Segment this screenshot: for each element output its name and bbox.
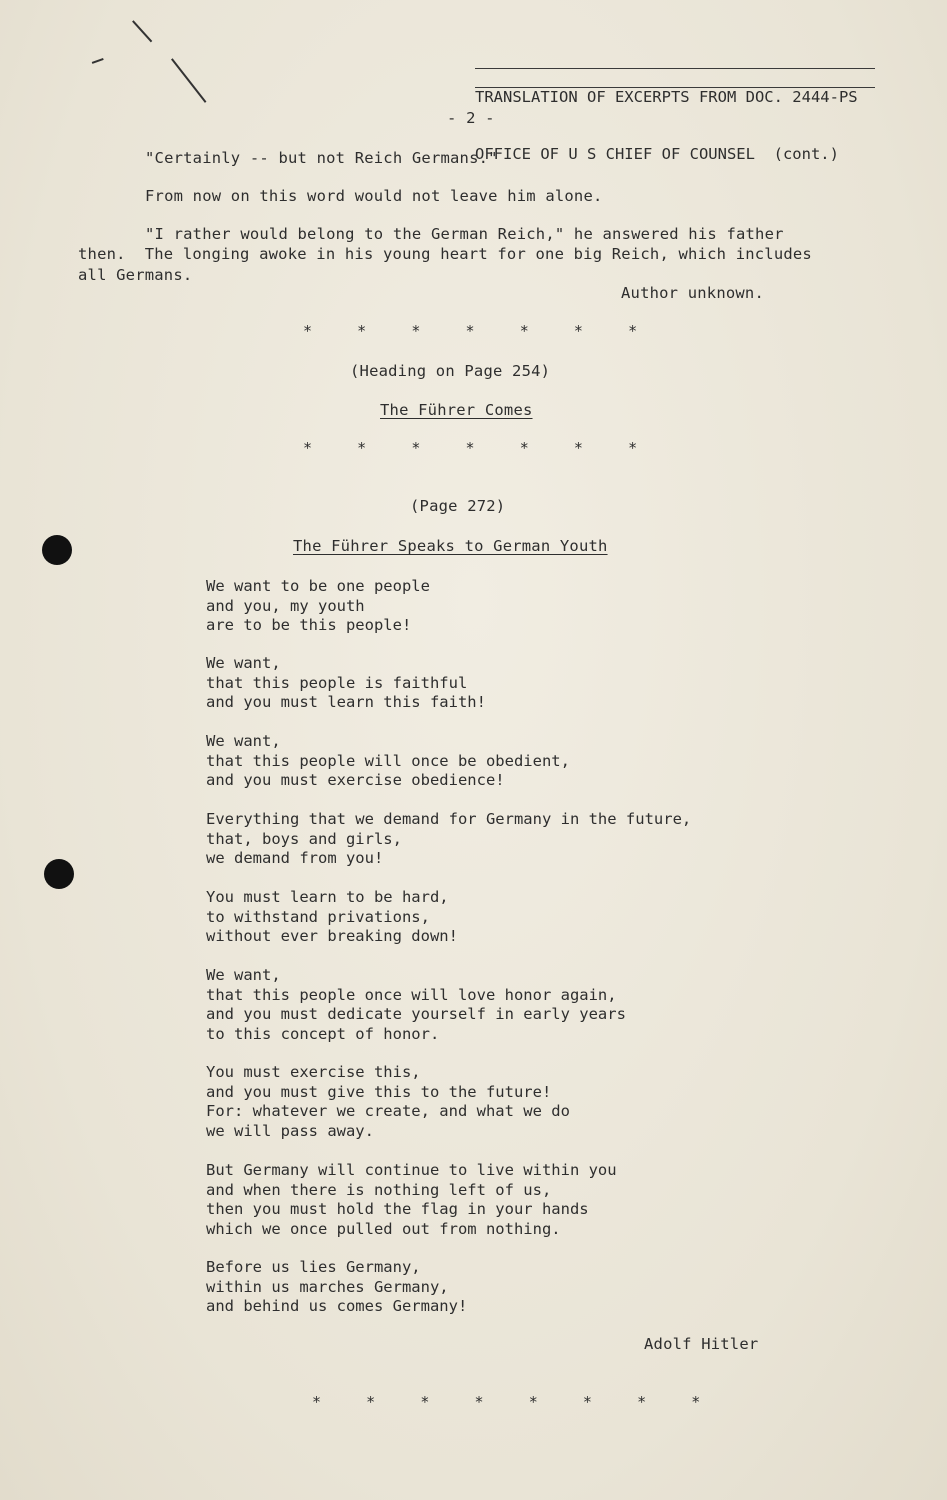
poem-stanza bbox=[206, 888, 458, 947]
poem-line: we demand from you! bbox=[206, 849, 384, 867]
author-credit: Author unknown. bbox=[621, 284, 764, 302]
page-number: - 2 - bbox=[447, 109, 495, 127]
intro-paragraph: "I rather would belong to the German Reich," he answered his father bbox=[145, 225, 784, 243]
intro-paragraph: all Germans. bbox=[78, 266, 193, 284]
pencil-mark bbox=[132, 20, 152, 42]
poem-line: that this people once will love honor again, bbox=[206, 985, 617, 1004]
poem-line: Before us lies Germany, bbox=[206, 1258, 421, 1276]
poem-title: The Führer Speaks to German Youth bbox=[293, 537, 608, 555]
poem-stanza bbox=[206, 577, 430, 636]
pencil-mark bbox=[171, 58, 206, 102]
poem-line: which we once pulled out from nothing. bbox=[206, 1219, 561, 1238]
signature: Adolf Hitler bbox=[644, 1335, 759, 1353]
header-office: OFFICE OF U S CHIEF OF COUNSEL (cont.) bbox=[475, 145, 839, 163]
section-title: The Führer Comes bbox=[380, 401, 533, 419]
poem-line: then you must hold the flag in your hands bbox=[206, 1200, 589, 1218]
header-rule bbox=[475, 87, 875, 88]
intro-paragraph: then. The longing awoke in his young heart for one big Reich, which includes bbox=[78, 245, 812, 263]
poem-stanza bbox=[206, 966, 626, 1044]
poem-line: Everything that we demand for Germany in the future, bbox=[206, 810, 692, 828]
poem-line: to withstand privations, bbox=[206, 907, 430, 926]
poem-line: and you must learn this faith! bbox=[206, 693, 486, 711]
intro-paragraph: From now on this word would not leave him alone. bbox=[145, 187, 603, 205]
poem-line: and you, my youth bbox=[206, 596, 365, 615]
poem-line: and behind us comes Germany! bbox=[206, 1297, 468, 1315]
separator: * * * * * * * * bbox=[312, 1393, 701, 1411]
poem-line: that this people will once be obedient, bbox=[206, 751, 570, 770]
heading-page-ref: (Heading on Page 254) bbox=[350, 362, 551, 380]
poem-line: You must exercise this, bbox=[206, 1063, 421, 1081]
poem-stanza bbox=[206, 1258, 467, 1317]
separator: * * * * * * * bbox=[303, 439, 638, 457]
pencil-mark bbox=[92, 58, 104, 64]
header-rule bbox=[475, 68, 875, 69]
poem-line: that this people is faithful bbox=[206, 673, 468, 692]
header-title: TRANSLATION OF EXCERPTS FROM DOC. 2444-PS bbox=[475, 88, 858, 106]
poem-line: For: whatever we create, and what we do bbox=[206, 1102, 570, 1120]
poem-line: You must learn to be hard, bbox=[206, 888, 449, 906]
punch-hole bbox=[42, 535, 72, 565]
poem-line: to this concept of honor. bbox=[206, 1024, 440, 1043]
poem-line: and you must exercise obedience! bbox=[206, 771, 505, 789]
poem-line: We want to be one people bbox=[206, 577, 430, 595]
poem-line: We want, bbox=[206, 966, 281, 984]
poem-stanza bbox=[206, 732, 570, 791]
document-header bbox=[475, 50, 858, 240]
intro-quote: "Certainly -- but not Reich Germans." bbox=[145, 149, 498, 167]
punch-hole bbox=[44, 859, 74, 889]
poem-stanza bbox=[206, 1063, 570, 1141]
poem-stanza bbox=[206, 1161, 617, 1239]
poem-line: We want, bbox=[206, 654, 281, 672]
poem-line: within us marches Germany, bbox=[206, 1277, 449, 1296]
poem-line: are to be this people! bbox=[206, 616, 412, 634]
poem-stanza bbox=[206, 810, 691, 869]
separator: * * * * * * * bbox=[303, 322, 638, 340]
poem-line: without ever breaking down! bbox=[206, 927, 458, 945]
poem-line: and you must dedicate yourself in early years bbox=[206, 1005, 626, 1023]
poem-line: and when there is nothing left of us, bbox=[206, 1180, 552, 1199]
poem-line: But Germany will continue to live within you bbox=[206, 1161, 617, 1179]
page-ref: (Page 272) bbox=[410, 497, 506, 515]
poem-line: we will pass away. bbox=[206, 1121, 374, 1140]
poem-line: and you must give this to the future! bbox=[206, 1082, 552, 1101]
poem-line: We want, bbox=[206, 732, 281, 750]
poem-stanza bbox=[206, 654, 486, 713]
poem-line: that, boys and girls, bbox=[206, 829, 402, 848]
